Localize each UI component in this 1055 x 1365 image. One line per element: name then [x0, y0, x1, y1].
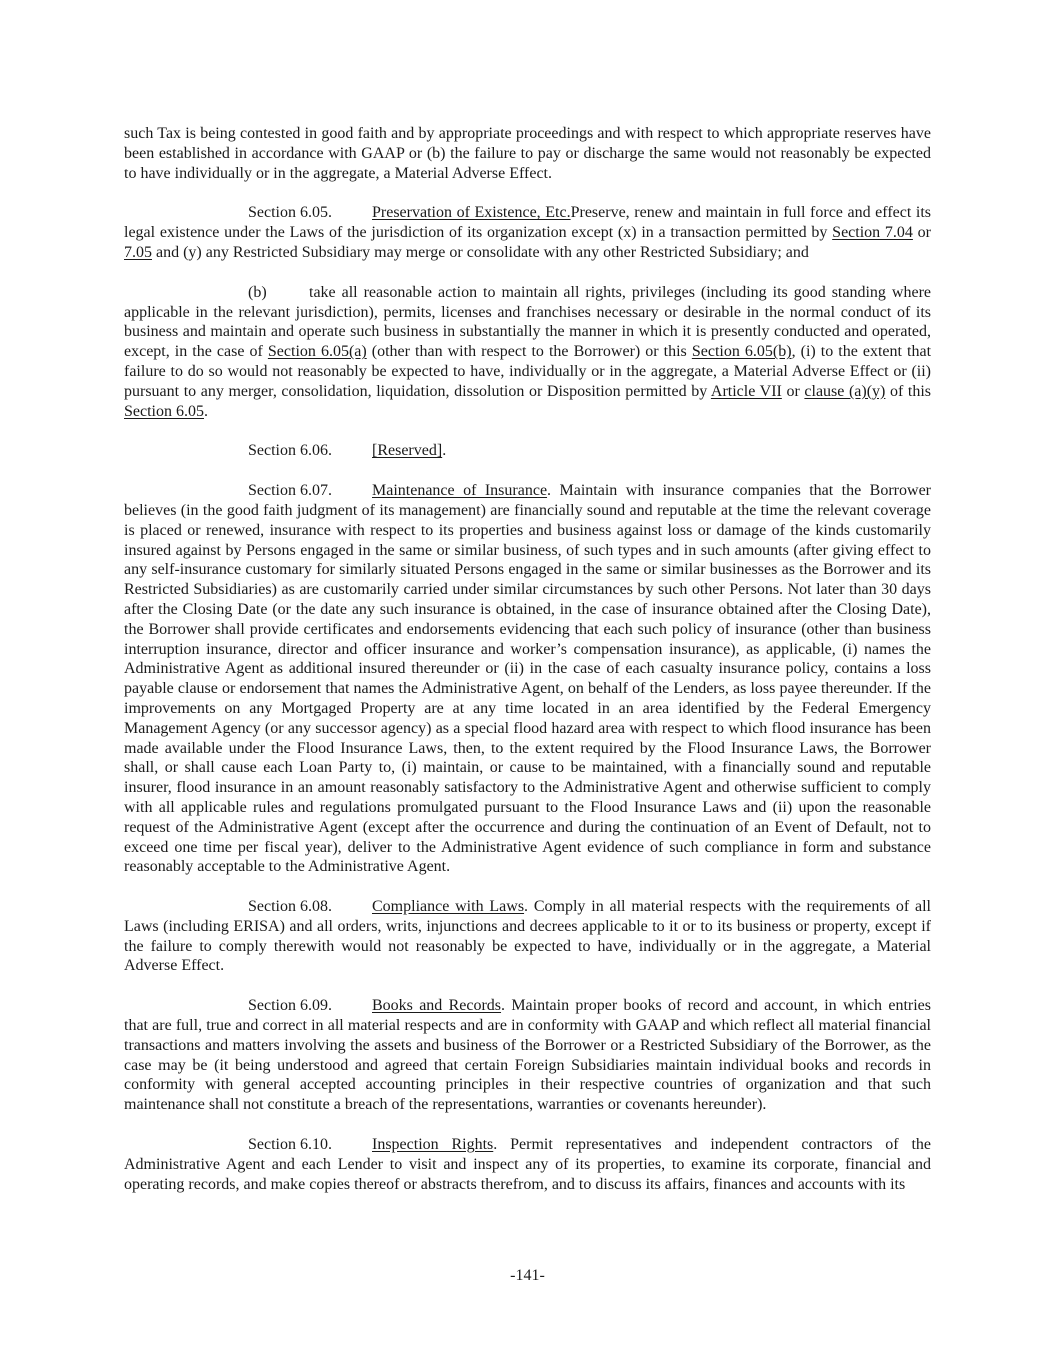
section-6-07-heading: Maintenance of Insurance: [372, 482, 548, 500]
section-6-10-number: Section 6.10.: [248, 1136, 332, 1154]
article-vii-link[interactable]: Article VII: [710, 382, 782, 400]
section-6-08-number: Section 6.08.: [248, 898, 332, 916]
section-6-05-heading: Preservation of Existence, Etc.: [372, 204, 571, 222]
clause-b-text-4: or: [781, 382, 805, 400]
section-6-05-b: [124, 283, 931, 422]
section-6-06-tail: .: [442, 442, 447, 460]
clause-b-label: (b): [248, 283, 267, 301]
section-6-06-number: Section 6.06.: [248, 442, 332, 460]
section-6-05: [124, 203, 931, 262]
clause-b-text-1: take all reasonable action to maintain all rights, privileges (including its good standing where applicable in the relevant jurisdiction), permits, licenses and franchises necessary or desirable in the normal conduct of its business and maintain and operate such business in substantially the manner in which it is presently conducted and operated, except, in the case of: [124, 283, 931, 361]
section-6-05-text-2: or: [912, 224, 932, 242]
section-6-08-text: . Comply in all material respects with the requirements of all Laws (including ERISA) and all orders, writs, injunctions and decrees applicable to it or to its business or property, except if the failure to comply therewith would not reasonably be expected to have, individually or in the aggregate, a Material Adverse Effect.: [124, 898, 931, 975]
section-6-06-heading: [Reserved]: [372, 442, 443, 460]
section-6-06: [124, 441, 931, 461]
section-6-05-text-3: and (y) any Restricted Subsidiary may merge or consolidate with any other Restricted Subsidiary; and: [152, 243, 809, 261]
section-6-09-heading: Books and Records: [372, 997, 502, 1015]
section-6-05-text-1: Preserve, renew and maintain in full force and effect its legal existence under the Laws of the jurisdiction of its organization except (x) in a transaction permitted by: [124, 204, 931, 242]
section-7-05-link[interactable]: 7.05: [124, 243, 152, 261]
section-6-09-text: . Maintain proper books of record and account, in which entries that are full, true and correct in all material respects and are in conformity with GAAP and which reflect all material financial transactions and matters involving the assets and business of the Borrower or a Restricted Subsidiary of the Borrower, as the case may be (it being understood and agreed that certain Foreign Subsidiaries maintain individual books and records in conformity with general accepted accounting principles in their respective countries of organization and that such maintenance shall not constitute a breach of the representations, warranties or covenants hereunder).: [124, 997, 931, 1114]
section-6-05-number: Section 6.05.: [248, 204, 332, 222]
section-6-05-link[interactable]: Section 6.05: [124, 402, 204, 420]
paragraph-intro: [124, 124, 931, 183]
section-6-10: [124, 1135, 931, 1194]
page-number: -141-: [510, 1267, 545, 1284]
section-6-10-heading: Inspection Rights: [372, 1136, 494, 1154]
section-6-07-number: Section 6.07.: [248, 482, 332, 500]
section-6-08: [124, 897, 931, 976]
clause-b-text-3: , (i) to the extent that failure to do so would not reasonably be expected to have, individually or in the aggregate, a Material Adverse Effect or (ii) pursuant to any merger, consolidation, liquidation, dissolution or Disposition permitted by: [124, 343, 932, 400]
clause-a-y-link[interactable]: clause (a)(y): [804, 382, 886, 400]
section-6-05-a-link[interactable]: Section 6.05(a): [267, 343, 367, 361]
clause-b-text-6: .: [204, 402, 208, 420]
section-6-07: [124, 481, 931, 877]
section-6-05-b-link[interactable]: Section 6.05(b): [691, 343, 792, 361]
section-6-09: [124, 996, 931, 1115]
section-6-09-number: Section 6.09.: [248, 997, 332, 1015]
section-7-04-link[interactable]: Section 7.04: [832, 224, 913, 242]
clause-b-text-5: of this: [885, 382, 932, 400]
clause-b-text-2: (other than with respect to the Borrower) or this: [366, 343, 692, 361]
section-6-10-text: . Permit representatives and independent contractors of the Administrative Agent and each Lender to visit and inspect any of its properties, to examine its corporate, financial and operating records, and make copies thereof or abstracts therefrom, and to discuss its affairs, finances and accounts with its: [124, 1136, 931, 1193]
intro-text: such Tax is being contested in good faith and by appropriate proceedings and with respect to which appropriate reserves have been established in accordance with GAAP or (b) the failure to pay or discharge the same would not reasonably be expected to have individually or in the aggregate, a Material Adverse Effect.: [124, 125, 931, 182]
section-6-07-text: . Maintain with insurance companies that the Borrower believes (in the good faith judgment of its management) are financially sound and reputable at the time the relevant coverage is placed or renewed, insurance with respect to its properties and business against loss or damage of the kinds customarily insured against by Persons engaged in the same or similar business, of such types and in such amounts (after giving effect to any self-insurance customary for similarly situated Persons engaged in the same or similar businesses as the Borrower and its Restricted Subsidiaries) as are customarily carried under similar circumstances by such other Persons. Not later than 30 days after the Closing Date (or the date any such insurance is obtained, in the case of insurance obtained after the Closing Date), the Borrower shall provide certificates and endorsements evidencing that each such policy of insurance (other than business interruption insurance, director and officer insurance and worker’s compensation insurance), as applicable, (i) names the Administrative Agent as additional insured thereunder or (ii) in the case of each casualty insurance policy, contains a loss payable clause or endorsement that names the Administrative Agent, on behalf of the Lenders, as loss payee thereunder. If the improvements on any Mortgaged Property are at any time located in an area identified by the Federal Emergency Management Agency (or any successor agency) as a special flood hazard area with respect to which flood insurance has been made available under the Flood Insurance Laws, then, to the extent required by the Flood Insurance Laws, the Borrower shall, or shall cause each Loan Party to, (i) maintain, or cause to be maintained, with a financially sound and reputable insurer, flood insurance in an amount reasonably satisfactory to the Administrative Agent and otherwise sufficient to comply with all applicable rules and regulations promulgated pursuant to the Flood Insurance Laws and (ii) upon the reasonable request of the Administrative Agent (except after the occurrence and during the continuation of an Event of Default, not to exceed one time per fiscal year), deliver to the Administrative Agent evidence of such compliance in form and substance reasonably acceptable to the Administrative Agent.: [124, 482, 931, 876]
section-6-08-heading: Compliance with Laws: [372, 898, 525, 916]
